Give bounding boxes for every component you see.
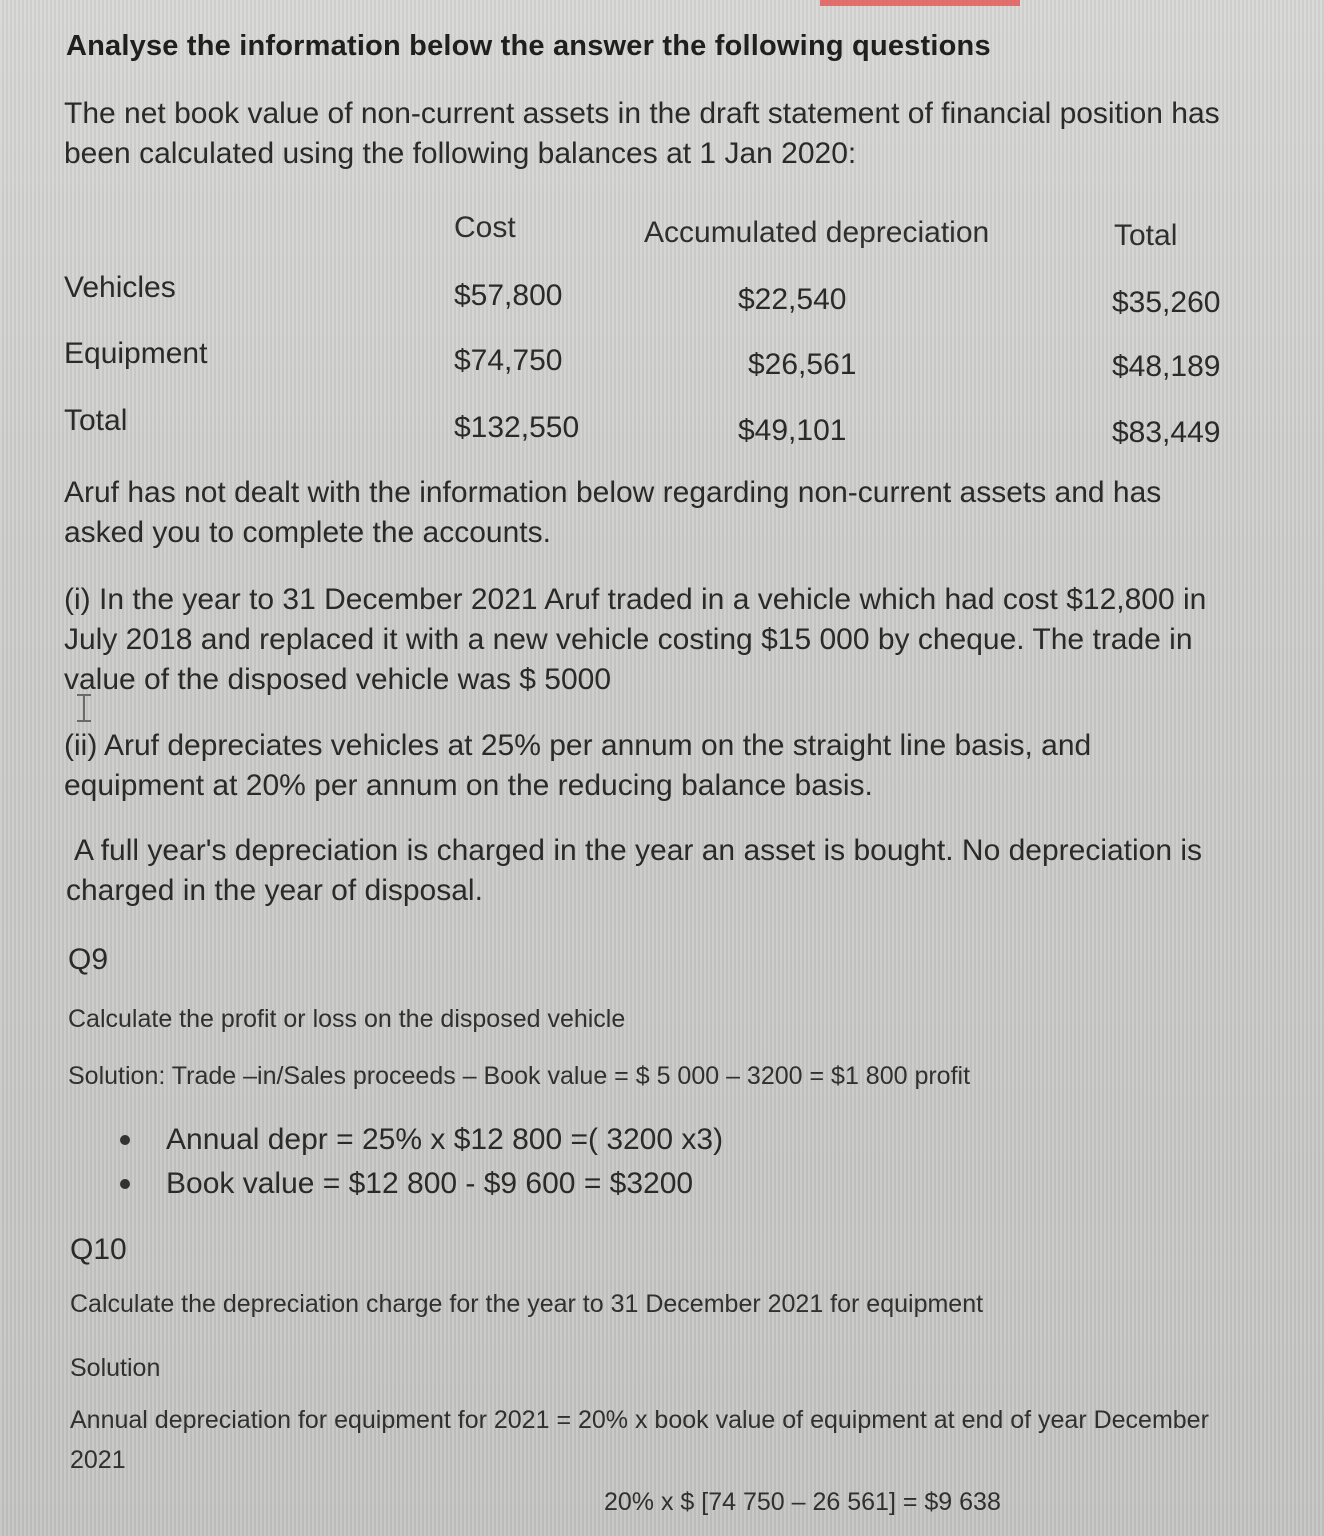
header-cost: Cost	[454, 211, 516, 244]
item-ii-line-2: equipment at 20% per annum on the reducing balance basis.	[64, 769, 873, 802]
q10-question: Calculate the depreciation charge for the year to 31 December 2021 for equipment	[70, 1290, 984, 1318]
header-strip	[820, 0, 1020, 6]
total-acc-dep: $49,101	[738, 414, 847, 447]
vehicles-total: $35,260	[1112, 286, 1221, 319]
q10-solution-label: Solution	[70, 1354, 161, 1382]
vehicles-cost: $57,800	[454, 279, 563, 312]
depreciation-policy	[66, 831, 1202, 911]
item-i-line-2: July 2018 and replaced it with a new vehicle costing $15 000 by cheque. The trade in	[64, 623, 1193, 656]
q9-solution: Solution: Trade –in/Sales proceeds – Book value = $ 5 000 – 3200 = $1 800 profit	[68, 1062, 971, 1090]
policy-line-1: A full year's depreciation is charged in the year an asset is bought. No depreciation is	[74, 834, 1203, 867]
row-label-total: Total	[64, 404, 128, 437]
text-cursor-icon	[74, 694, 94, 722]
total-cost: $132,550	[454, 411, 580, 444]
q9-question: Calculate the profit or loss on the disposed vehicle	[68, 1005, 626, 1033]
q10-line-1: Annual depreciation for equipment for 2021 = 20% x book value of equipment at end of year December	[70, 1406, 1209, 1434]
aruf-note	[64, 473, 1161, 553]
page-heading: Analyse the information below the answer the following questions	[66, 30, 991, 62]
q10-line-2: 2021	[70, 1446, 126, 1474]
list-item	[110, 1118, 723, 1162]
row-label-vehicles: Vehicles	[64, 271, 176, 304]
item-ii-line-1: (ii) Aruf depreciates vehicles at 25% per annum on the straight line basis, and	[64, 729, 1092, 762]
item-i-line-1: (i) In the year to 31 December 2021 Aruf traded in a vehicle which had cost $12,800 in	[64, 583, 1207, 616]
intro-paragraph	[64, 94, 1220, 174]
q9-working-list	[110, 1118, 723, 1206]
item-i	[64, 580, 1206, 700]
q10-label: Q10	[70, 1233, 127, 1266]
vehicles-acc-dep: $22,540	[738, 283, 847, 316]
item-i-line-3: value of the disposed vehicle was $ 5000	[64, 663, 612, 696]
intro-line-2: been calculated using the following balances at 1 Jan 2020:	[64, 137, 857, 170]
list-item	[110, 1162, 723, 1206]
row-label-equipment: Equipment	[64, 337, 208, 370]
q10-solution-text	[70, 1400, 1209, 1480]
equipment-acc-dep: $26,561	[748, 348, 857, 381]
q9-label: Q9	[68, 943, 109, 976]
intro-line-1: The net book value of non-current assets in the draft statement of financial position has	[64, 97, 1220, 130]
q9-bullet-annual-depr: Annual depr = 25% x $12 800 =( 3200 x3)	[166, 1123, 724, 1156]
q9-bullet-book-value: Book value = $12 800 - $9 600 = $3200	[166, 1167, 694, 1200]
equipment-cost: $74,750	[454, 344, 563, 377]
item-ii	[64, 726, 1091, 806]
header-total: Total	[1114, 219, 1178, 252]
header-accumulated-depreciation: Accumulated depreciation	[644, 216, 990, 249]
policy-line-2: charged in the year of disposal.	[66, 874, 483, 907]
bullet-icon	[120, 1135, 130, 1145]
q10-formula: 20% x $ [74 750 – 26 561] = $9 638	[604, 1488, 1001, 1516]
aruf-note-line-1: Aruf has not dealt with the information below regarding non-current assets and has	[64, 476, 1162, 509]
bullet-icon	[120, 1179, 130, 1189]
equipment-total: $48,189	[1112, 350, 1221, 383]
grand-total: $83,449	[1112, 416, 1221, 449]
aruf-note-line-2: asked you to complete the accounts.	[64, 516, 551, 549]
